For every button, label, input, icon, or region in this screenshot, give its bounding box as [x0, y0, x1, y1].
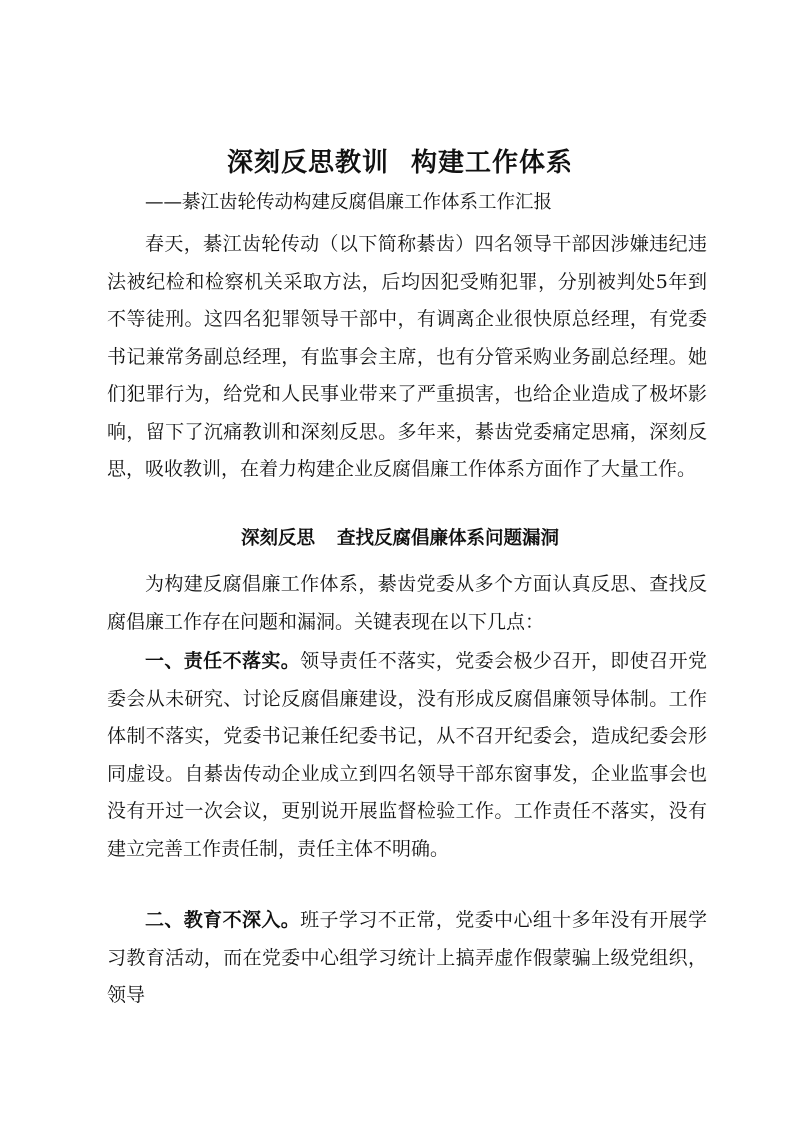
title-part-1: 深刻反思教训: [226, 148, 389, 178]
point-1-lead: 一、责任不落实。: [145, 650, 301, 672]
point-2-text: 班子学习不正常，党委中心组十多年没有开展学习教育活动，而在党委中心组学习统计上搞弄虚作假蒙骗上级党组织，领导: [107, 909, 707, 1006]
title-part-2: 构建工作体系: [411, 148, 574, 178]
section-heading: [0, 524, 800, 554]
point-1-paragraph: [107, 643, 707, 868]
point-1-text: 领导责任不落实，党委会极少召开，即使召开党委会从未研究、讨论反腐倡廉建设，没有形成反腐倡廉领导体制。工作体制不落实，党委书记兼任纪委书记，从不召开纪委会，造成纪委会形同虚设。自綦齿传动企业成立到四名领导干部东窗事发，企业监事会也没有开过一次会议，更别说开展监督检验工作。工作责任不落实，没有建立完善工作责任制，责任主体不明确。: [107, 650, 707, 860]
point-2-paragraph: [107, 902, 707, 1015]
section-intro-paragraph: 为构建反腐倡廉工作体系，綦齿党委从多个方面认真反思、查找反腐倡廉工作存在问题和漏洞。关键表现在以下几点：: [107, 573, 707, 633]
section-heading-part-1: 深刻反思: [240, 528, 315, 549]
document-title: [0, 145, 800, 181]
intro-paragraph: 春天，綦江齿轮传动（以下简称綦齿）四名领导干部因涉嫌违纪违法被纪检和检察机关采取方法，后均因犯受贿犯罪，分别被判处5年到不等徒刑。这四名犯罪领导干部中，有调离企业很快原总经理，有党委书记兼常务副总经理，有监事会主席，也有分管采购业务副总经理。她们犯罪行为，给党和人民事业带来了严重损害，也给企业造成了极坏影响，留下了沉痛教训和深刻反思。多年来，綦齿党委痛定思痛，深刻反思，吸收教训，在着力构建企业反腐倡廉工作体系方面作了大量工作。: [107, 233, 707, 480]
document-subtitle: ——綦江齿轮传动构建反腐倡廉工作体系工作汇报: [145, 192, 553, 213]
point-2-lead: 二、教育不深入。: [145, 909, 301, 931]
section-heading-part-2: 查找反腐倡廉体系问题漏洞: [337, 528, 560, 549]
